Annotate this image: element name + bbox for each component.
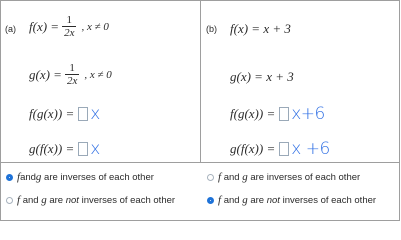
- part-b-g-of-f: [230, 139, 330, 159]
- part-b-opt1-f: f: [218, 171, 222, 183]
- part-a-opt1-f: f: [17, 171, 21, 183]
- part-a-opt2-and: and: [20, 194, 42, 206]
- part-b-f-definition: f(x) = x + 3: [230, 21, 291, 36]
- part-b-opt2-and: and: [221, 194, 243, 206]
- part-b-option-not-inverses[interactable]: [207, 194, 376, 206]
- part-b-opt2-not: not: [266, 194, 280, 206]
- part-a-g-condition: , x ≠ 0: [84, 68, 112, 81]
- part-b-fog-lhs: f(g(x)) =: [230, 106, 276, 121]
- part-a-opt2-f: f: [17, 194, 21, 206]
- part-a-fog-answer-box[interactable]: [78, 107, 88, 121]
- part-b-gof-handwritten-answer: x +6: [291, 139, 330, 159]
- part-a-opt2-tail: inverses of each other: [78, 194, 176, 206]
- part-a-gof-handwritten-answer: x: [90, 139, 100, 159]
- part-b-gof-answer-box[interactable]: [279, 142, 289, 156]
- part-a-g-of-f: [29, 139, 100, 159]
- part-a-f-fraction: [62, 14, 76, 39]
- part-b-opt2-g: g: [242, 194, 248, 206]
- part-b-fog-handwritten-answer: x+6: [291, 104, 325, 124]
- part-b-fog-answer-box[interactable]: [279, 107, 289, 121]
- part-b-opt2-f: f: [218, 194, 222, 206]
- part-b-g-definition: g(x) = x + 3: [230, 69, 294, 84]
- part-a-gof-answer-box[interactable]: [78, 142, 88, 156]
- part-b-opt1-and: and: [221, 171, 243, 183]
- part-b-radio-not-inverses[interactable]: [207, 197, 214, 204]
- row-divider: [1, 162, 399, 163]
- part-a-radio-inverses[interactable]: [6, 174, 13, 181]
- column-divider: [200, 1, 201, 163]
- part-b-opt1-text: are inverses of each other: [247, 171, 361, 183]
- part-a-label: (a): [5, 24, 16, 34]
- part-a-g-definition: [29, 62, 112, 87]
- part-a-fog-lhs: f(g(x)) =: [29, 106, 75, 121]
- part-a-g-fraction: [65, 62, 79, 87]
- part-b-opt2-text: are: [247, 194, 267, 206]
- part-a-opt2-not: not: [65, 194, 79, 206]
- part-a-f-definition: [29, 14, 109, 39]
- part-b-opt1-g: g: [242, 171, 248, 183]
- part-a-f-lhs: f(x) =: [29, 18, 60, 34]
- part-a-f-of-g: [29, 104, 100, 124]
- part-a-opt1-and: and: [20, 171, 36, 183]
- part-b-radio-inverses[interactable]: [207, 174, 214, 181]
- part-a-opt1-g: g: [35, 171, 42, 183]
- part-b-opt2-tail: inverses of each other: [279, 194, 377, 206]
- part-b-gof-lhs: g(f(x)) =: [230, 141, 276, 156]
- part-b-option-inverses[interactable]: [207, 171, 360, 183]
- part-a-f-denominator: 2x: [64, 27, 75, 39]
- part-b-label: (b): [206, 24, 217, 34]
- part-a-f-numerator: 1: [66, 14, 72, 26]
- part-a-f-condition: , x ≠ 0: [81, 20, 109, 33]
- part-a-opt2-g: g: [41, 194, 47, 206]
- part-a-option-not-inverses[interactable]: [6, 194, 175, 206]
- part-a-g-denominator: 2x: [66, 75, 78, 87]
- part-a-fog-handwritten-answer: x: [90, 104, 100, 124]
- part-a-opt2-text: are: [46, 194, 66, 206]
- part-a-g-lhs: g(x) =: [29, 66, 62, 82]
- part-a-radio-not-inverses[interactable]: [6, 197, 13, 204]
- part-a-g-numerator: 1: [69, 62, 75, 74]
- part-a-opt1-text: are inverses of each other: [41, 171, 154, 183]
- part-a-option-inverses[interactable]: [6, 171, 154, 183]
- part-b-f-of-g: [230, 104, 325, 124]
- part-a-gof-lhs: g(f(x)) =: [29, 141, 75, 156]
